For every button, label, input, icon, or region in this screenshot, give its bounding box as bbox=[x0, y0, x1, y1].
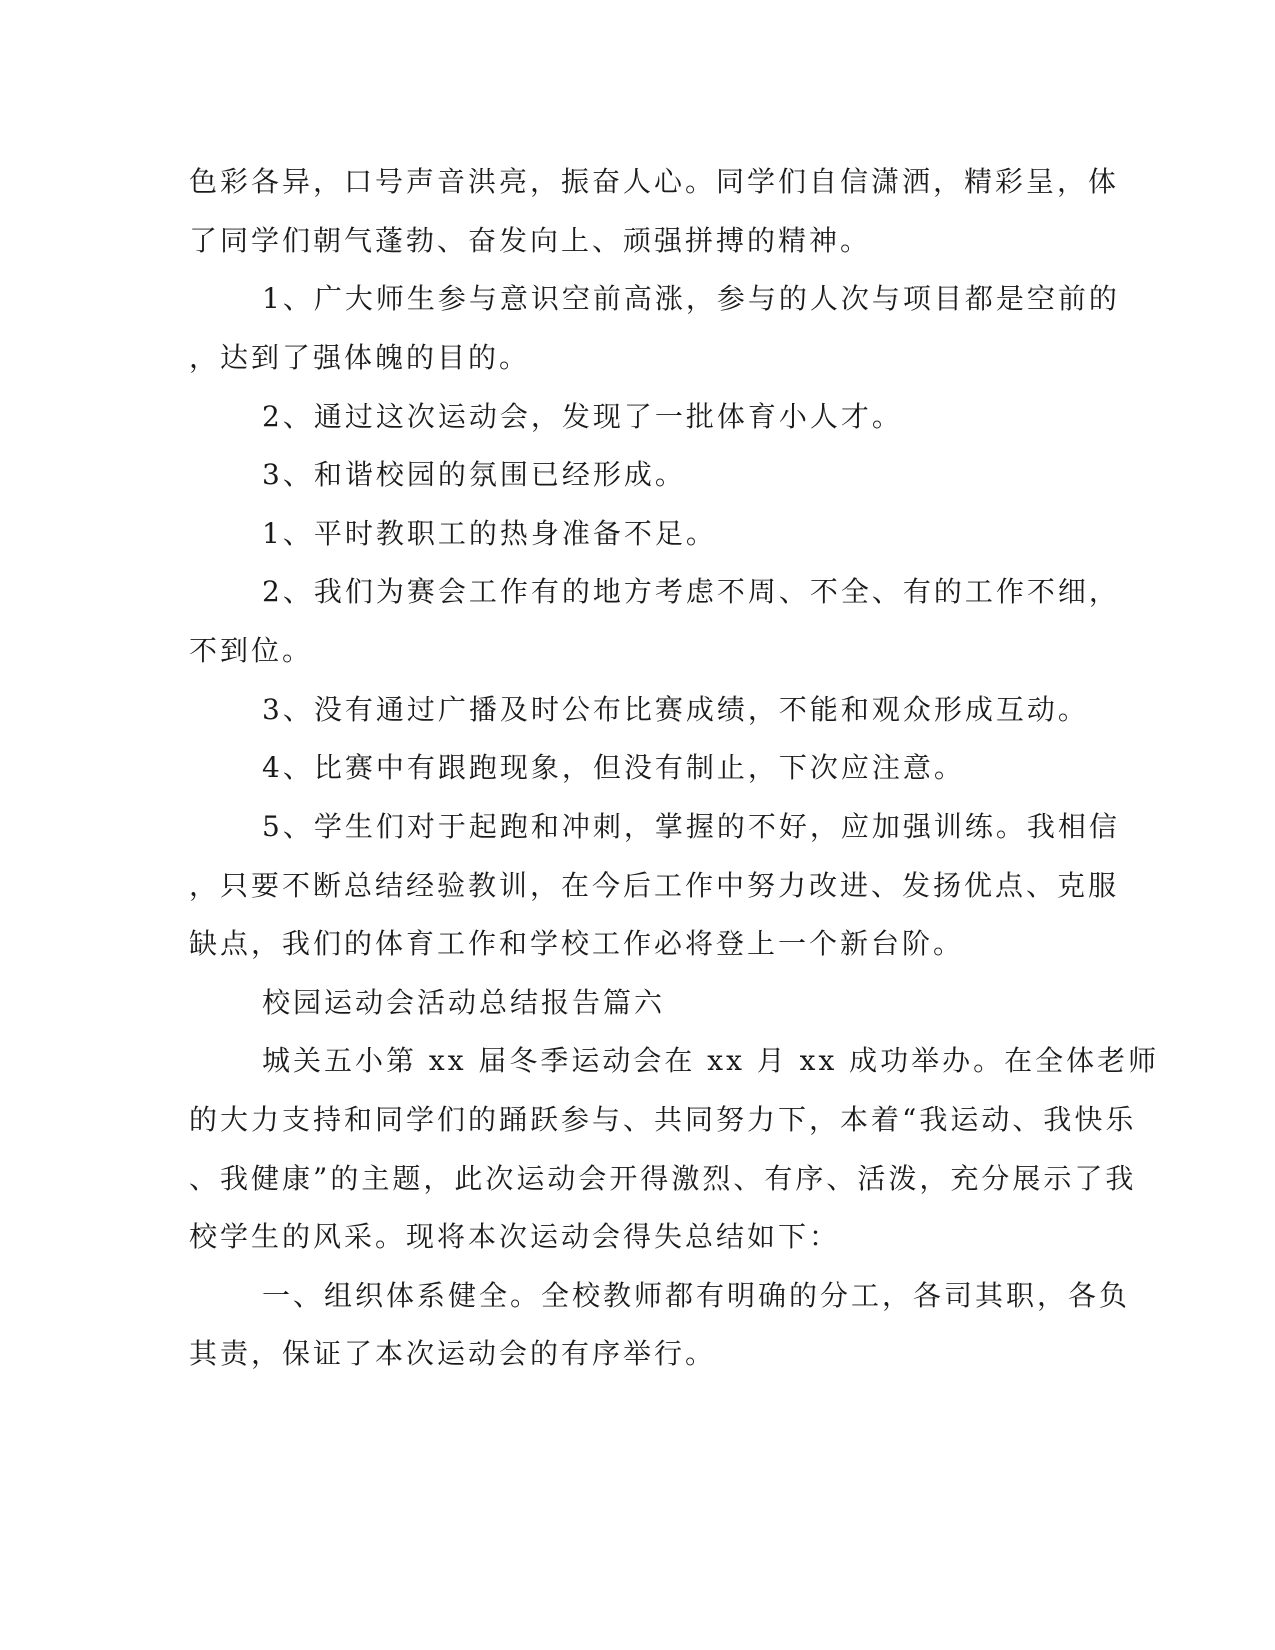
text-line: 色彩各异，口号声音洪亮，振奋人心。同学们自信潇洒，精彩呈，体 bbox=[189, 165, 1120, 198]
text-line: 3、和谐校园的氛围已经形成。 bbox=[262, 458, 686, 491]
text-line: 城关五小第 xx 届冬季运动会在 xx 月 xx 成功举办。在全体老师 bbox=[262, 1044, 1160, 1077]
text-line: 了同学们朝气蓬勃、奋发向上、顽强拼搏的精神。 bbox=[189, 224, 872, 257]
text-line: 5、学生们对于起跑和冲刺，掌握的不好，应加强训练。我相信 bbox=[262, 810, 1120, 843]
text-line: 校学生的风采。现将本次运动会得失总结如下： bbox=[189, 1220, 841, 1253]
text-line: 的大力支持和同学们的踊跃参与、共同努力下，本着“我运动、我快乐 bbox=[189, 1103, 1137, 1136]
text-line: 其责，保证了本次运动会的有序举行。 bbox=[189, 1337, 717, 1370]
text-line: 2、我们为赛会工作有的地方考虑不周、不全、有的工作不细， bbox=[262, 575, 1120, 608]
text-line: 1、平时教职工的热身准备不足。 bbox=[262, 517, 717, 550]
text-line: 4、比赛中有跟跑现象，但没有制止，下次应注意。 bbox=[262, 751, 965, 784]
text-line: ，达到了强体魄的目的。 bbox=[189, 341, 531, 374]
text-line: 不到位。 bbox=[189, 634, 314, 667]
text-line: 、我健康”的主题，此次运动会开得激烈、有序、活泼，充分展示了我 bbox=[189, 1162, 1137, 1195]
section-heading: 校园运动会活动总结报告篇六 bbox=[262, 986, 666, 1019]
text-line: 1、广大师生参与意识空前高涨，参与的人次与项目都是空前的 bbox=[262, 282, 1120, 315]
text-line: 2、通过这次运动会，发现了一批体育小人才。 bbox=[262, 400, 903, 433]
text-line: 缺点，我们的体育工作和学校工作必将登上一个新台阶。 bbox=[189, 927, 965, 960]
text-line: 一、组织体系健全。全校教师都有明确的分工，各司其职，各负 bbox=[262, 1279, 1131, 1312]
text-line: 3、没有通过广播及时公布比赛成绩，不能和观众形成互动。 bbox=[262, 693, 1089, 726]
text-line: ，只要不断总结经验教训，在今后工作中努力改进、发扬优点、克服 bbox=[189, 869, 1120, 902]
